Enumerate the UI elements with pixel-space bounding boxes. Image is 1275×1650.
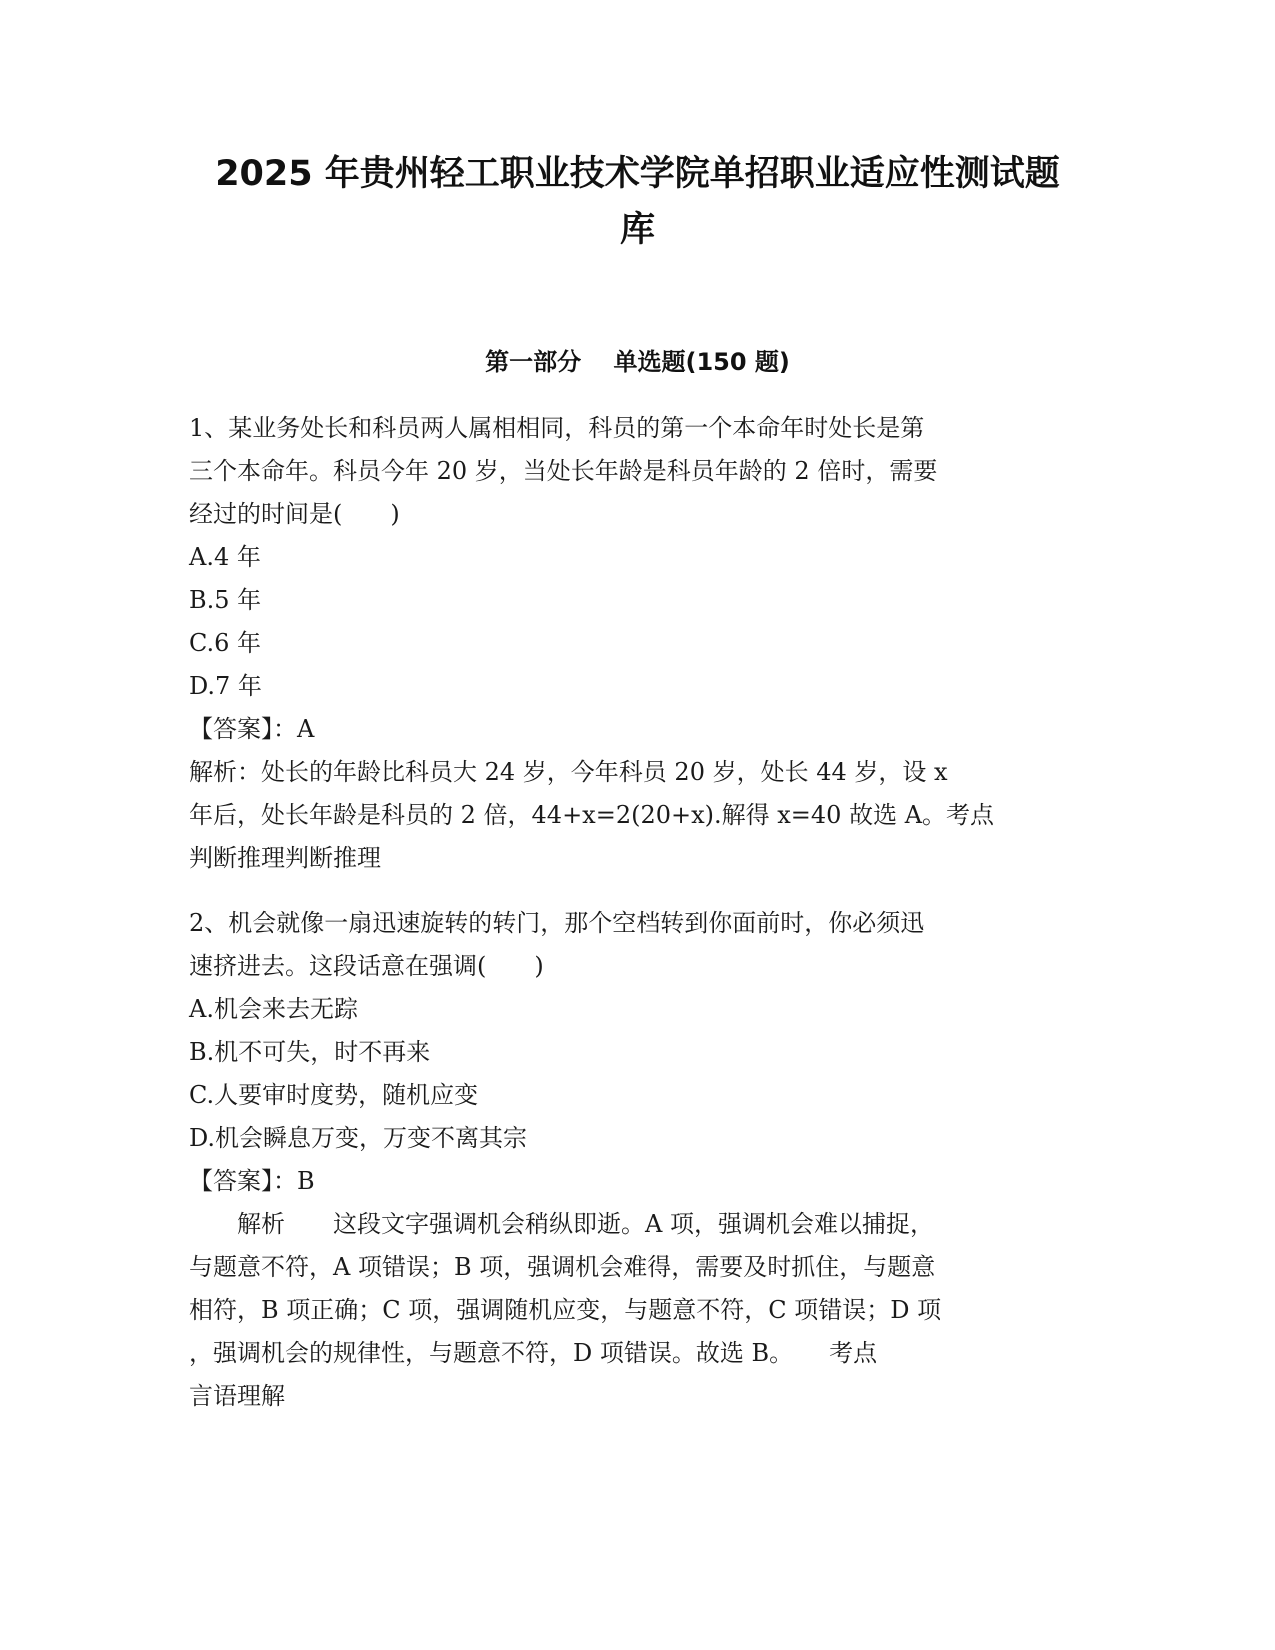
- title-line-1: 2025 年贵州轻工职业技术学院单招职业适应性测试题: [215, 154, 1060, 194]
- answer-line: 【答案】：B: [189, 1167, 315, 1195]
- option-d: D.机会瞬息万变，万变不离其宗: [189, 1124, 528, 1152]
- question-stem-line: 经过的时间是( ): [189, 500, 400, 528]
- answer-line: 【答案】：A: [189, 715, 315, 743]
- analysis-line: ，强调机会的规律性，与题意不符，D 项错误。故选 B。 考点: [189, 1339, 878, 1367]
- analysis-line: 解析：处长的年龄比科员大 24 岁，今年科员 20 岁，处长 44 岁，设 x: [189, 758, 948, 786]
- option-b: B.5 年: [189, 586, 262, 614]
- option-d: D.7 年: [189, 672, 262, 700]
- analysis-line: 与题意不符，A 项错误；B 项，强调机会难得，需要及时抓住，与题意: [189, 1253, 936, 1281]
- analysis-line: 判断推理判断推理: [189, 844, 381, 872]
- question-stem-line: 2、机会就像一扇迅速旋转的转门，那个空档转到你面前时，你必须迅: [189, 909, 925, 937]
- title-line-2: 库: [619, 210, 655, 250]
- section-heading: 第一部分 单选题(150 题): [485, 348, 790, 376]
- option-b: B.机不可失，时不再来: [189, 1038, 431, 1066]
- option-a: A.4 年: [189, 543, 261, 571]
- option-c: C.6 年: [189, 629, 262, 657]
- question-stem-line: 三个本命年。科员今年 20 岁，当处长年龄是科员年龄的 2 倍时，需要: [189, 457, 938, 485]
- analysis-line: 年后，处长年龄是科员的 2 倍，44+x=2(20+x).解得 x=40 故选 A。考点: [189, 801, 995, 829]
- option-c: C.人要审时度势，随机应变: [189, 1081, 479, 1109]
- question-1: [189, 407, 1081, 880]
- analysis-line: 解析 这段文字强调机会稍纵即逝。A 项，强调机会难以捕捉，: [189, 1210, 934, 1238]
- question-stem-line: 速挤进去。这段话意在强调( ): [189, 952, 544, 980]
- analysis-line: 言语理解: [189, 1382, 285, 1410]
- option-a: A.机会来去无踪: [189, 995, 358, 1023]
- question-2: [189, 902, 1081, 1418]
- analysis-line: 相符，B 项正确；C 项，强调随机应变，与题意不符，C 项错误；D 项: [189, 1296, 942, 1324]
- question-stem-line: 1、某业务处长和科员两人属相相同，科员的第一个本命年时处长是第: [189, 414, 925, 442]
- document-title: [150, 146, 1125, 258]
